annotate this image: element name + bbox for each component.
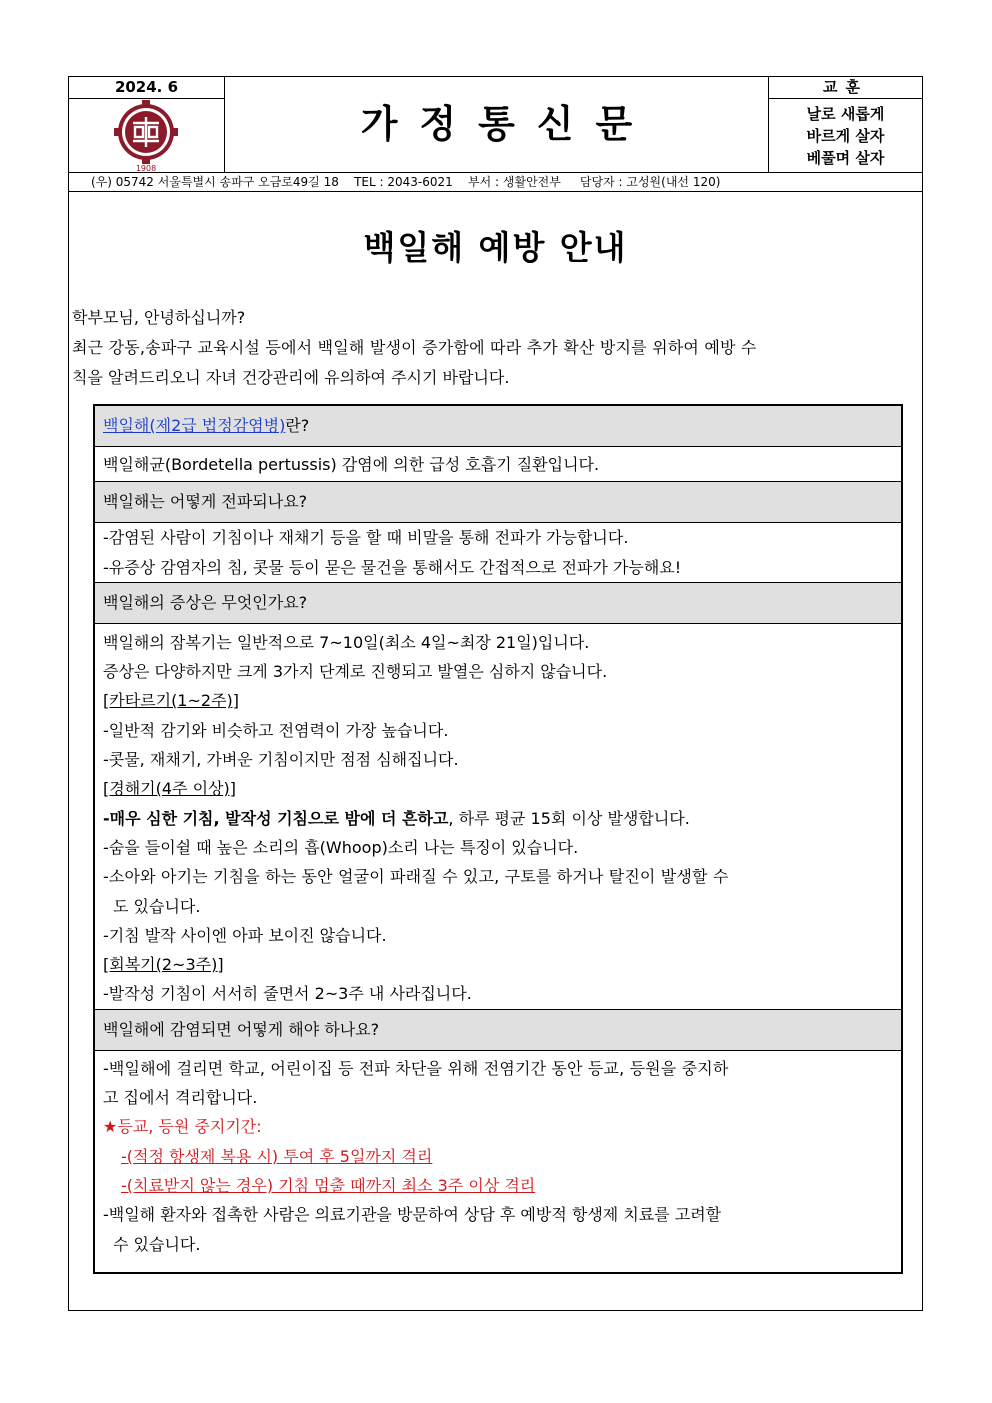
text-line: 증상은 다양하지만 크게 3가지 단계로 진행되고 발열은 심하지 않습니다. — [103, 662, 608, 682]
intro-line: 칙을 알려드리오니 자녀 건강관리에 유의하여 주시기 바랍니다. — [72, 368, 510, 387]
text-line: -일반적 감기와 비슷하고 전염력이 가장 높습니다. — [103, 720, 449, 740]
title-cell — [225, 77, 769, 172]
text-line: -콧물, 재채기, 가벼운 기침이지만 점점 심해집니다. — [103, 750, 459, 770]
text-line: 도 있습니다. — [113, 896, 201, 916]
disease-link[interactable]: 백일해(제2급 법정감염병) — [103, 416, 286, 435]
issue-date: 2024. 6 — [69, 77, 225, 99]
school-emblem-icon — [69, 99, 224, 172]
text-fragment: , 하루 평균 15회 이상 발생합니다. — [448, 808, 690, 828]
stage-paroxysmal-title: [경해기(4주 이상)] — [103, 779, 236, 799]
intro-line: 최근 강동,송파구 교육시설 등에서 백일해 발생이 증가함에 따라 추가 확산 방지를 위하여 예방 수 — [72, 338, 757, 357]
school-logo — [69, 99, 225, 172]
info-box — [93, 404, 903, 1274]
text-line: 고 집에서 격리합니다. — [103, 1088, 258, 1108]
section-transmission-heading: 백일해는 어떻게 전파되나요? — [95, 482, 901, 523]
text-line: -소아와 아기는 기침을 하는 동안 얼굴이 파래질 수 있고, 구토를 하거나 탈진이 발생할 수 — [103, 867, 729, 887]
motto-heading: 교훈 — [769, 77, 922, 99]
text-line: 백일해균(Bordetella pertussis) 감염에 의한 급성 호흡기 질환입니다. — [103, 455, 600, 474]
intro-paragraph — [72, 303, 912, 393]
text-line: -백일해에 걸리면 학교, 어린이집 등 전파 차단을 위해 전염기간 동안 등교, 등원을 중지하 — [103, 1058, 729, 1078]
isolation-rule: -(적정 항생제 복용 시) 투여 후 5일까지 격리 — [121, 1146, 433, 1166]
text-line: -백일해 환자와 접촉한 사람은 의료기관을 방문하여 상담 후 예방적 항생제 치료를 고려할 — [103, 1205, 722, 1225]
header — [69, 77, 922, 173]
intro-line: 학부모님, 안녕하십니까? — [72, 308, 246, 327]
stage-catarrhal-title: [카타르기(1~2주)] — [103, 691, 240, 711]
text-line: 백일해의 잠복기는 일반적으로 7~10일(최소 4일~최장 21일)입니다. — [103, 632, 590, 652]
school-address: (우) 05742 서울특별시 송파구 오금로49길 18 TEL : 2043-6021 부서 : 생활안전부 담당자 : 고성원(내선 120) — [69, 173, 922, 192]
section-what-heading — [95, 406, 901, 447]
text-line: -감염된 사람이 기침이나 재채기 등을 할 때 비말을 통해 전파가 가능합니다. — [103, 528, 629, 548]
section-transmission-body — [95, 523, 901, 583]
text-line: 수 있습니다. — [113, 1234, 201, 1254]
section-action-body — [95, 1051, 901, 1263]
bold-text: -매우 심한 기침, 발작성 기침으로 밤에 더 흔하고 — [103, 808, 449, 828]
heading-suffix: 란? — [285, 416, 310, 435]
document-title: 백일해 예방 안내 — [363, 228, 628, 267]
logo-year: 1908 — [135, 164, 157, 172]
isolation-rule: -(치료받지 않는 경우) 기침 멈출 때까지 최소 3주 이상 격리 — [121, 1175, 536, 1195]
text-line: -기침 발작 사이엔 아파 보이진 않습니다. — [103, 925, 387, 945]
newsletter-title: 가정통신문 — [360, 102, 655, 146]
stage-recovery-title: [회복기(2~3주)] — [103, 955, 224, 975]
text-line: -발작성 기침이 서서히 줄면서 2~3주 내 사라집니다. — [103, 984, 472, 1004]
motto-line: 날로 새롭게 — [806, 105, 885, 123]
text-line: -유증상 감염자의 침, 콧물 등이 묻은 물건을 통해서도 간접적으로 전파가 가능해요! — [103, 557, 682, 577]
star-icon: ★ — [103, 1117, 118, 1137]
document-frame — [68, 76, 923, 1311]
motto-line: 바르게 살자 — [806, 127, 885, 145]
section-symptoms-heading: 백일해의 증상은 무엇인가요? — [95, 583, 901, 624]
text-line: -숨을 들이쉴 때 높은 소리의 흡(Whoop)소리 나는 특징이 있습니다. — [103, 837, 579, 857]
section-symptoms-body — [95, 624, 901, 1010]
motto-line: 베풀며 살자 — [806, 149, 885, 167]
section-what-body — [95, 447, 901, 482]
warning-label: 등교, 등원 중지기간: — [117, 1117, 262, 1137]
section-action-heading: 백일해에 감염되면 어떻게 해야 하나요? — [95, 1010, 901, 1051]
motto-box — [769, 99, 922, 172]
